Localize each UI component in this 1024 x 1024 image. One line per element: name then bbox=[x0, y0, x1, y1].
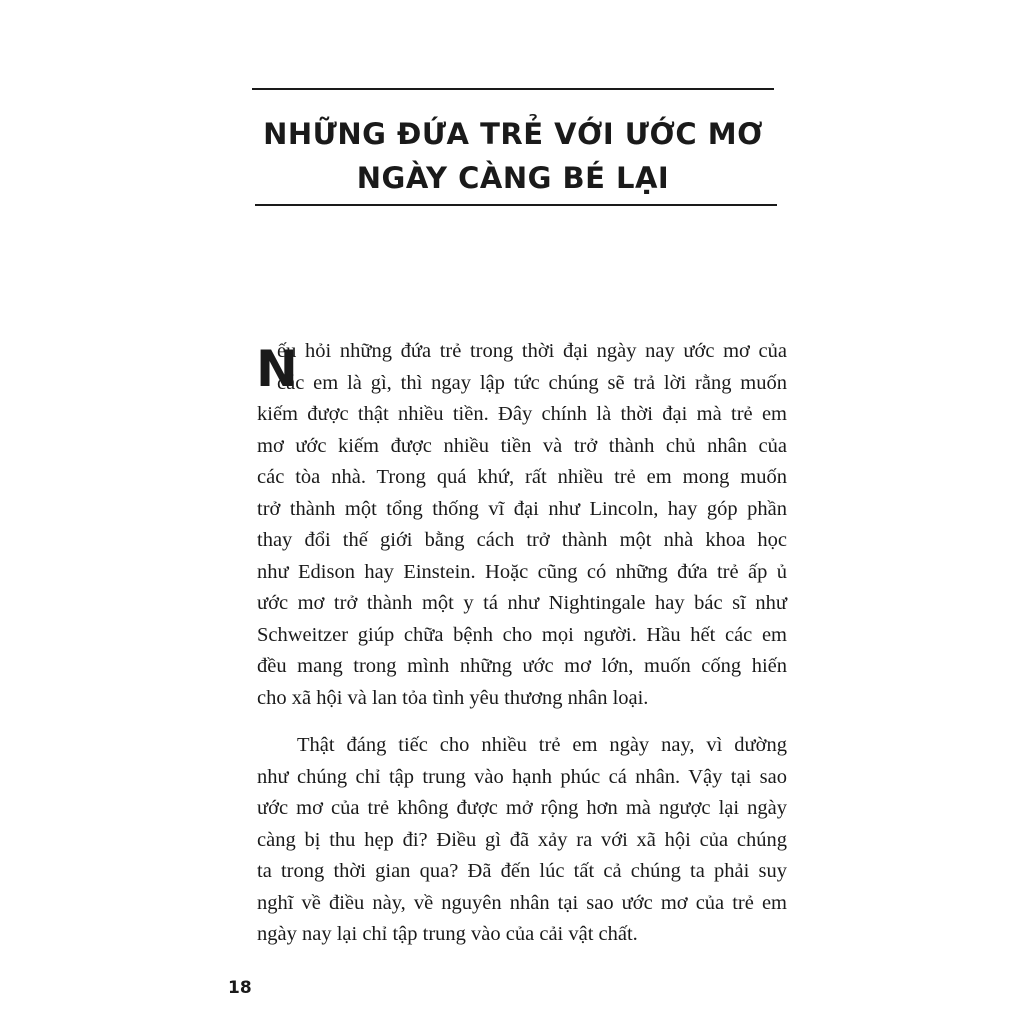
chapter-title bbox=[252, 112, 774, 200]
text-line: cho xã hội và lan tỏa tình yêu thương nhân loại. bbox=[257, 686, 649, 709]
text-line: Schweitzer giúp chữa bệnh cho mọi người. Hầu hết các em bbox=[257, 623, 787, 646]
text-line: thay đổi thế giới bằng cách trở thành một nhà khoa học bbox=[257, 529, 787, 551]
text-line: các em là gì, thì ngay lập tức chúng sẽ trả lời rằng muốn bbox=[277, 371, 787, 394]
body-text bbox=[257, 336, 787, 951]
text-line: ước mơ của trẻ không được mở rộng hơn mà ngược lại ngày bbox=[257, 797, 787, 819]
chapter-title-line: NGÀY CÀNG BÉ LẠI bbox=[356, 161, 670, 195]
text-line: nghĩ về điều này, về nguyên nhân tại sao ước mơ của trẻ em bbox=[257, 891, 787, 914]
text-line: trở thành một tổng thống vĩ đại như Lincoln, hay góp phần bbox=[257, 497, 787, 520]
text-line: mơ ước kiếm được nhiều tiền và trở thành chủ nhân của bbox=[257, 434, 787, 457]
title-bottom-rule bbox=[255, 204, 777, 206]
text-line: ngày nay lại chỉ tập trung vào của cải vật chất. bbox=[257, 923, 638, 945]
text-line: như Edison hay Einstein. Hoặc cũng có những đứa trẻ ấp ủ bbox=[257, 560, 787, 583]
text-line: Thật đáng tiếc cho nhiều trẻ em ngày nay, vì dường bbox=[297, 734, 787, 756]
page-number: 18 bbox=[228, 978, 252, 998]
text-line: như chúng chỉ tập trung vào hạnh phúc cá nhân. Vậy tại sao bbox=[257, 765, 787, 788]
text-line: đều mang trong mình những ước mơ lớn, muốn cống hiến bbox=[257, 655, 787, 677]
text-line: ước mơ trở thành một y tá như Nightingale hay bác sĩ như bbox=[257, 592, 787, 614]
chapter-title-line: NHỮNG ĐỨA TRẺ VỚI ƯỚC MƠ bbox=[263, 117, 763, 151]
text-line: ếu hỏi những đứa trẻ trong thời đại ngày nay ước mơ của bbox=[277, 340, 787, 362]
text-line: kiếm được thật nhiều tiền. Đây chính là thời đại mà trẻ em bbox=[257, 403, 787, 425]
text-line: càng bị thu hẹp đi? Điều gì đã xảy ra với xã hội của chúng bbox=[257, 828, 787, 851]
paragraph bbox=[257, 730, 787, 951]
paragraph bbox=[257, 336, 787, 714]
drop-cap: N bbox=[256, 340, 298, 398]
text-line: các tòa nhà. Trong quá khứ, rất nhiều trẻ em mong muốn bbox=[257, 466, 787, 488]
title-top-rule bbox=[252, 88, 774, 90]
text-line: ta trong thời gian qua? Đã đến lúc tất cả chúng ta phải suy bbox=[257, 860, 787, 882]
